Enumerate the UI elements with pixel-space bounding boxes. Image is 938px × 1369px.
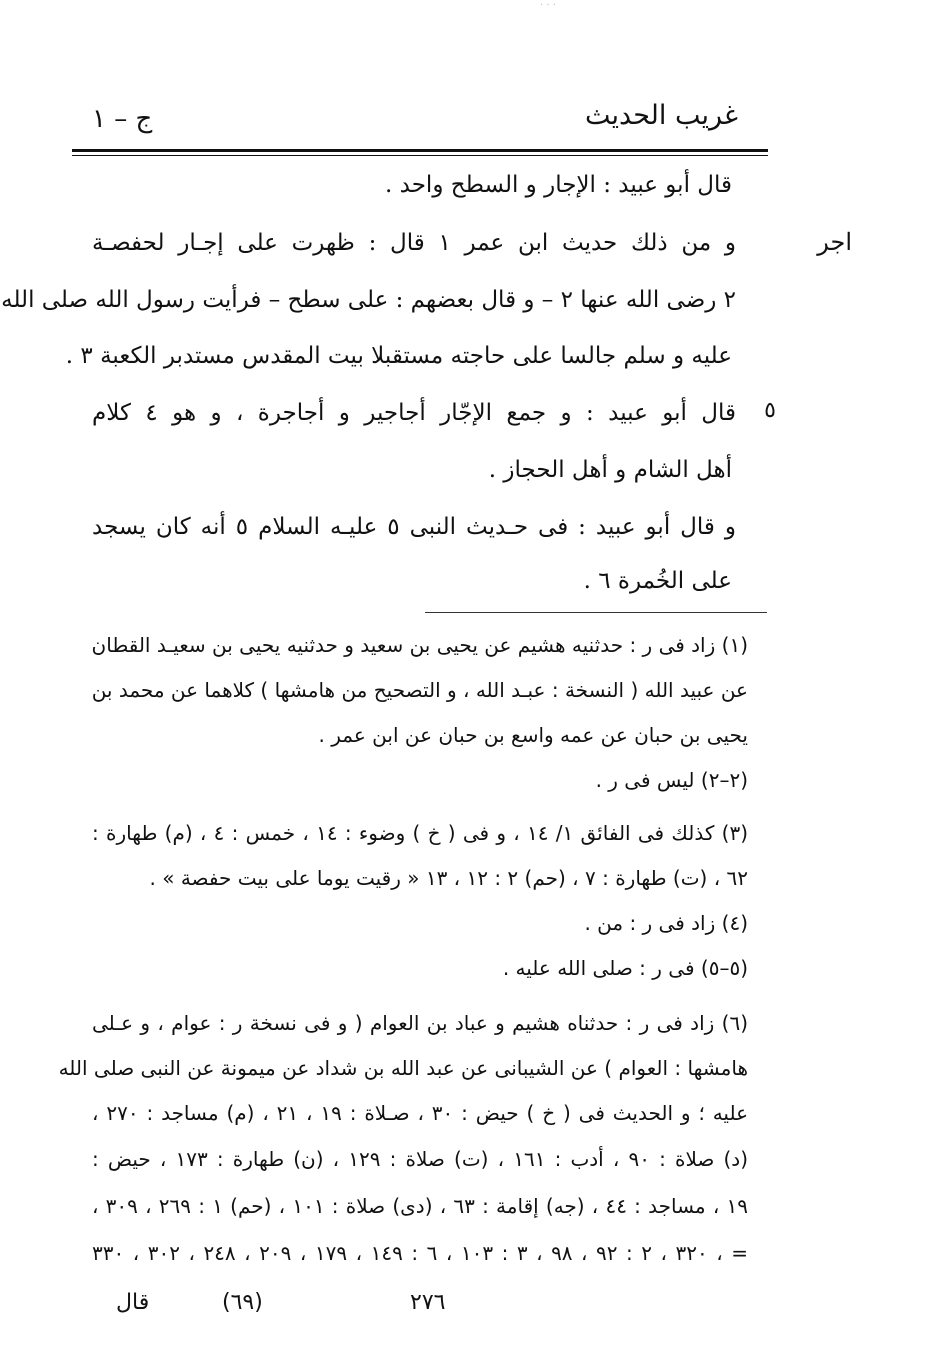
catchword: قال: [116, 1290, 150, 1315]
footnote-line: (٢–٢) ليس فى ر .: [595, 768, 748, 792]
header-rule-thick: [72, 149, 768, 152]
body-line: و قال أبو عبيد : فى حـديث النبى ٥ عليـه السلام ٥ أنه كان يسجد: [92, 514, 736, 540]
page-number: ٢٧٦: [410, 1290, 446, 1315]
body-line: عليه و سلم جالسا على حاجته مستقبلا بيت المقدس مستدبر الكعبة ٣ .: [65, 343, 732, 369]
margin-root-word: اجر: [817, 228, 852, 256]
body-line: ٢ رضى الله عنها ٢ – و قال بعضهم : على سطح – فرأيت رسول الله صلى الله: [1, 287, 736, 313]
footnote-line: هامشها : العوام ) عن الشيبانى عن عبد الله بن شداد عن ميمونة عن النبى صلى الله: [58, 1056, 748, 1080]
footnote-line: ٦٢ ، (ت) طهارة : ٧ ، (حم) ٢ : ١٢ ، ١٣ « رقيت يوما على بيت حفصة » .: [149, 866, 748, 890]
footnote-line: (٣) كذلك فى الفائق ١/ ١٤ ، و فى ( خ ) وضوء : ١٤ ، خمس : ٤ ، (م) طهارة :: [92, 821, 748, 845]
running-title: غريب الحديث: [585, 100, 738, 131]
footnote-line: (٦) زاد فى ر : حدثناه هشيم و عباد بن العوام ( و فى نسخة ر : عوام ، و عـلى: [92, 1011, 748, 1035]
header-rule-thin: [72, 155, 768, 156]
footnote-line: (٥–٥) فى ر : صلى الله عليه .: [502, 956, 748, 980]
volume-indicator: ج – ١: [92, 104, 153, 134]
margin-line-number: ٥: [764, 398, 776, 423]
footnote-line: عليه ؛ و الحديث فى ( خ ) حيض : ٣٠ ، صـلاة : ١٩ ، ٢١ ، (م) مساجد : ٢٧٠ ،: [92, 1101, 749, 1125]
body-line: على الخُمرة ٦ .: [583, 568, 732, 594]
footnote-line: (د) صلاة : ٩٠ ، أدب : ١٦١ ، (ت) صلاة : ١٢٩ ، (ن) طهارة : ١٧٣ ، حيض :: [92, 1147, 749, 1171]
footnote-separator: [425, 612, 767, 613]
footnote-line: (٤) زاد فى ر : من .: [584, 911, 748, 935]
bracket-number: (٦٩): [222, 1290, 263, 1315]
scan-specks: · · ·: [540, 0, 556, 11]
footnote-line: ٣٢٠ ، ٢ : ٩٢ ، ٩٨ ، ٣ : ١٠٣ ، ٦ : ١٤٩ ، ١٧٩ ، ٢٠٩ ، ٢٤٨ ، ٣٠٢ ، ٣٣٠ ، =: [92, 1241, 748, 1265]
body-line: و من ذلك حديث ابن عمر ١ قال : ظهرت على إجـار لحفصـة: [92, 230, 736, 256]
body-line: قال أبو عبيد : و جمع الإجّار أجاجير و أجاجرة ، و هو ٤ كلام: [92, 400, 736, 426]
footnote-line: يحيى بن حبان عن عمه واسع بن حبان عن ابن عمر .: [318, 723, 748, 747]
footnote-line: ١٩ ، مساجد : ٤٤ ، (جه) إقامة : ٦٣ ، (دى) صلاة : ١٠١ ، (حم) ١ : ٢٦٩ ، ٣٠٩ ،: [92, 1194, 749, 1218]
footnote-line: عن عبيد الله ( النسخة : عبـد الله ، و التصحيح من هامشها ) كلاهما عن محمد بن: [91, 678, 748, 702]
body-line: قال أبو عبيد : الإجار و السطح واحد .: [385, 172, 732, 198]
footnote-line: (١) زاد فى ر : حدثنيه هشيم عن يحيى بن سعيد و حدثنيه يحيى بن سعيـد القطان: [91, 633, 748, 657]
body-line: أهل الشام و أهل الحجاز .: [488, 457, 732, 483]
